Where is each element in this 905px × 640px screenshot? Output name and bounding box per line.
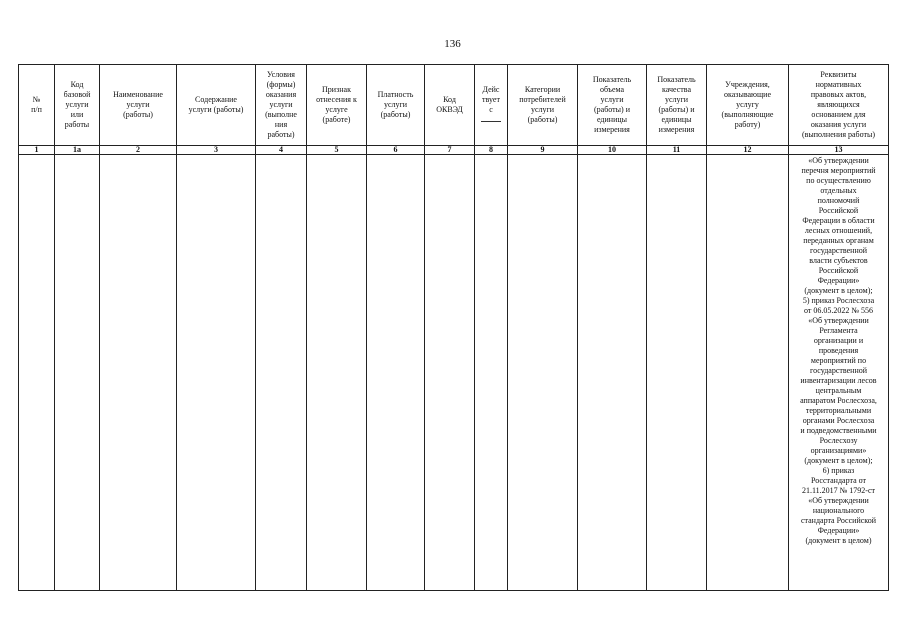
table-cell: [508, 155, 578, 591]
legal-acts-cell: [789, 155, 889, 591]
column-number: 6: [367, 146, 425, 155]
header-cell: Категории потребителей услуги (работы): [508, 65, 578, 146]
column-number: 5: [307, 146, 367, 155]
column-number: 12: [707, 146, 789, 155]
header-cell-effective: [475, 65, 508, 146]
column-number: 3: [177, 146, 256, 155]
header-cell: № п/п: [19, 65, 55, 146]
header-cell: Показатель качества услуги (работы) и единицы измерения: [647, 65, 707, 146]
column-number: 4: [256, 146, 307, 155]
table-cell: [578, 155, 647, 591]
header-cell: Код ОКВЭД: [425, 65, 475, 146]
header-cell: Показатель объема услуги (работы) и единицы измерения: [578, 65, 647, 146]
table-cell: [19, 155, 55, 591]
column-number: 2: [100, 146, 177, 155]
table-cell: [55, 155, 100, 591]
table-cell: [707, 155, 789, 591]
column-number: 10: [578, 146, 647, 155]
table-cell: [177, 155, 256, 591]
services-table: [18, 64, 889, 591]
table-cell: [647, 155, 707, 591]
column-number: 7: [425, 146, 475, 155]
header-cell: Условия (формы) оказания услуги (выполне ния работы): [256, 65, 307, 146]
underline-divider: [481, 121, 501, 122]
table-cell: [425, 155, 475, 591]
table-row: [19, 155, 889, 591]
header-cell: Учреждения, оказывающие услугу (выполняющие работу): [707, 65, 789, 146]
header-cell-text: Дейс твует с: [482, 85, 500, 114]
header-cell: Наименование услуги (работы): [100, 65, 177, 146]
column-number: 1а: [55, 146, 100, 155]
header-cell: Содержание услуги (работы): [177, 65, 256, 146]
column-number: 13: [789, 146, 889, 155]
column-number: 9: [508, 146, 578, 155]
column-number: 8: [475, 146, 508, 155]
table-cell: [367, 155, 425, 591]
table-cell: [100, 155, 177, 591]
page-number: 136: [444, 38, 461, 50]
table-cell: [256, 155, 307, 591]
header-cell: Платность услуги (работы): [367, 65, 425, 146]
column-number-row: [19, 146, 889, 155]
header-cell: Код базовой услуги или работы: [55, 65, 100, 146]
table-cell: [475, 155, 508, 591]
header-cell: Признак отнесения к услуге (работе): [307, 65, 367, 146]
header-row: [19, 65, 889, 146]
table-cell: [307, 155, 367, 591]
column-number: 11: [647, 146, 707, 155]
legal-acts-text: «Об утверждении перечня мероприятий по осуществлению отдельных полномочий Российской Федерации в области лесных отношений, переданных органам государственной власти субъектов Российской Федерации» (документ в целом); 5) приказ Рослесхоза от 06.05.2022 № 556 «Об утверждении Регламента организации и проведения мероприятий по государственной инвентаризации лесов центральным аппаратом Рослесхоза, территориальными органами Рослесхоза и подведомственными Рослесхозу организациями» (документ в целом); 6) приказ Росстандарта от 21.11.2017 № 1792-ст «Об утверждении национального стандарта Российской Федерации» (документ в целом): [800, 156, 877, 545]
header-cell: Реквизиты нормативных правовых актов, являющихся основанием для оказания услуги (выполнения работы): [789, 65, 889, 146]
column-number: 1: [19, 146, 55, 155]
